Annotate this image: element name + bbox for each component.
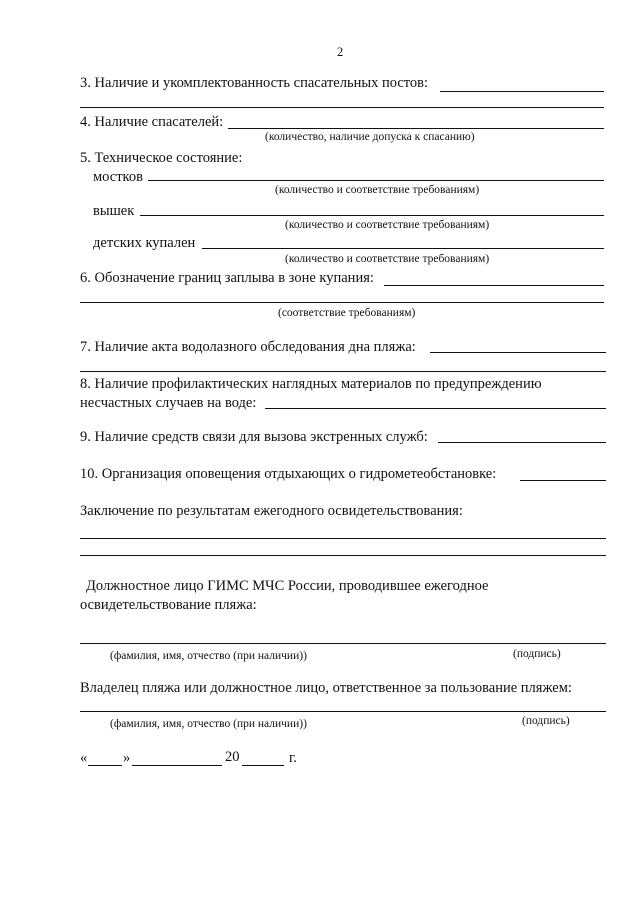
item5-bridges-label: мостков xyxy=(93,169,143,185)
item5-pools-field-line xyxy=(202,248,604,249)
item3-label: 3. Наличие и укомплектованность спасательных постов: xyxy=(80,75,429,91)
date-day-line xyxy=(88,765,122,766)
owner-signature-caption: (подпись) xyxy=(522,715,570,727)
item8-field-line xyxy=(265,408,606,409)
item6-caption: (соответствие требованиям) xyxy=(278,307,416,319)
item5-towers-label: вышек xyxy=(93,203,135,219)
item5-towers-caption: (количество и соответствие требованиям) xyxy=(285,219,490,231)
date-year-prefix: 20 xyxy=(225,749,240,765)
item10-label: 10. Организация оповещения отдыхающих о гидрометеобстановке: xyxy=(80,466,497,482)
item6-field-line1 xyxy=(384,285,604,286)
item4-field-line xyxy=(228,128,604,129)
item8-label-line2: несчастных случаев на воде: xyxy=(80,395,257,411)
date-close-quote: » xyxy=(123,750,131,766)
item9-label: 9. Наличие средств связи для вызова экстренных служб: xyxy=(80,429,428,445)
official-label-line2: освидетельствование пляжа: xyxy=(80,597,257,613)
item6-label: 6. Обозначение границ заплыва в зоне купания: xyxy=(80,270,374,286)
item5-pools-caption: (количество и соответствие требованиям) xyxy=(285,253,490,265)
item5-towers-field-line xyxy=(140,215,604,216)
item7-field-line2 xyxy=(80,371,606,372)
date-year-suffix: г. xyxy=(289,750,297,766)
item6-field-line2 xyxy=(80,302,604,303)
item5-bridges-caption: (количество и соответствие требованиям) xyxy=(275,184,480,196)
item4-label: 4. Наличие спасателей: xyxy=(80,114,224,130)
date-year-line xyxy=(242,765,284,766)
date-month-line xyxy=(132,765,222,766)
owner-signature-line xyxy=(80,711,606,712)
item9-field-line xyxy=(438,442,606,443)
item7-field-line1 xyxy=(430,352,606,353)
owner-name-caption: (фамилия, имя, отчество (при наличии)) xyxy=(110,718,307,730)
item3-field-line2 xyxy=(80,107,604,108)
item4-caption: (количество, наличие допуска к спасанию) xyxy=(265,131,475,143)
conclusion-field-line1 xyxy=(80,538,606,539)
item5-pools-label: детских купален xyxy=(93,235,196,251)
owner-label: Владелец пляжа или должностное лицо, ответственное за пользование пляжем: xyxy=(80,680,572,696)
item7-label: 7. Наличие акта водолазного обследования дна пляжа: xyxy=(80,339,416,355)
official-signature-caption: (подпись) xyxy=(513,648,561,660)
item8-label-line1: 8. Наличие профилактических наглядных материалов по предупреждению xyxy=(80,376,542,392)
date-open-quote: « xyxy=(80,750,88,766)
item3-field-line1 xyxy=(440,91,604,92)
official-label-line1: Должностное лицо ГИМС МЧС России, проводившее ежегодное xyxy=(86,578,489,594)
item5-label: 5. Техническое состояние: xyxy=(80,150,243,166)
item5-bridges-field-line xyxy=(148,180,604,181)
item10-field-line xyxy=(520,480,606,481)
official-signature-line xyxy=(80,643,606,644)
conclusion-field-line2 xyxy=(80,555,606,556)
page-number: 2 xyxy=(337,45,344,59)
official-name-caption: (фамилия, имя, отчество (при наличии)) xyxy=(110,650,307,662)
conclusion-label: Заключение по результатам ежегодного освидетельствования: xyxy=(80,503,463,519)
